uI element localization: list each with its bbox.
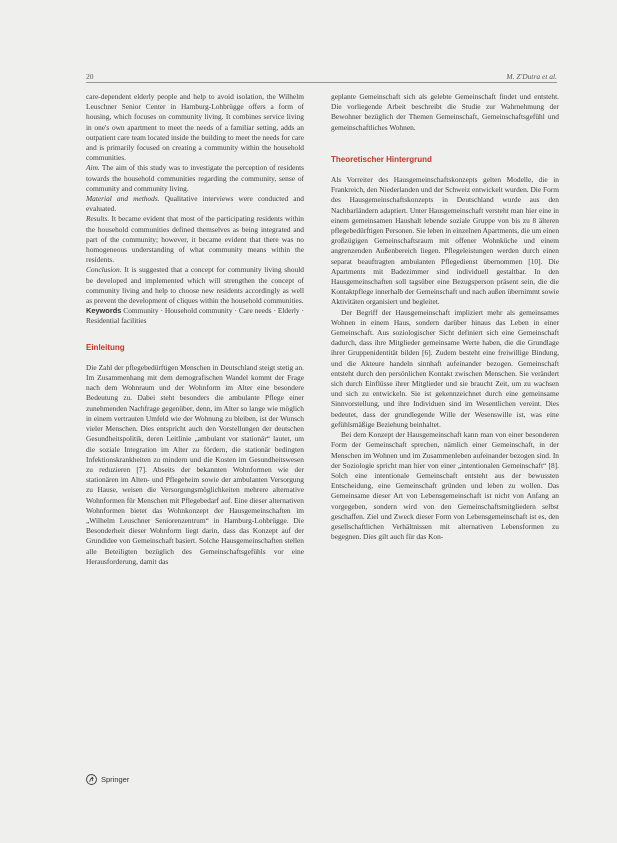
running-head-authors: M. Z'Dutra et al.	[506, 72, 557, 81]
einleitung-body: Die Zahl der pflegebedürftigen Menschen in Deutschland steigt stetig an. Im Zusammenhang mit dem demografischen Wandel kommt der Frage nach dem Wohnraum und der Wohnform im Alter eine besondere Bedeutung zu. Dabei steht besonders die ambulante Pflege einer zunehmenden Nachfrage gegenüber, denn, im Alter so lange wie möglich in einem vertrauten Umfeld wie der Wohnung zu bleiben, ist der Wunsch vieler Menschen. Dies entspricht auch den Vorstellungen der deutschen Gesundheitspolitik, deren Leitlinie „ambulant vor stationär“ lautet, um die soziale Integration im Alter zu fördern, die stationär bedingten Infektionskrankheiten zu mindern und die Kosten im Gesundheitswesen zu reduzieren [7]. Abseits der bekannten Wohnformen wie der stationären im Alten- und Pflegeheim sowie der ambulanten Versorgung zu Hause, weisen die Versorgungsmöglichkeiten mehrere alternative Wohnformen für Menschen mit Pflegebedarf auf. Eine dieser alternativen Wohnformen bietet das Wohnkonzept der Hausgemeinschaften im „Wilhelm Leuschner Seniorenzentrum“ in Hamburg-Lohbrügge. Die Besonderheit dieser Wohnform liegt darin, dass das Konzept auf der Grundidee von Gemeinschaft basiert. Solche Hausgemeinschaften stellen alle Beteiligten bezüglich des Gemeinschaftsgefühls vor eine Herausforderung, damit das	[86, 362, 304, 566]
hintergrund-paragraph: Der Begriff der Hausgemeinschaft impliziert mehr als gemeinsames Wohnen in einem Haus, sondern darüber hinaus das Leben in einer Gemeinschaft. Aus soziologischer Sicht definiert sich eine Gemeinschaft dadurch, dass ihre Mitglieder gemeinsame Werte haben, die die Grundlage ihrer Gruppenidentität bilden [6]. Zudem besteht eine freiwillige Bindung, und die Akteure handeln sinnhaft aufeinander bezogen. Gemeinschaft entsteht durch den persönlichen Kontakt zwischen Menschen. Sie verändert sich durch Einflüsse ihrer Mitglieder und sie braucht Zeit, um zu wachsen und sich zu entwickeln. Sie ist gekennzeichnet durch eine gemeinsame Sinnvorstellung, und ihre Individuen sind im Wesentlichen vereint. Dies bedeutet, dass der grundlegende Wille der Wesenswille ist, was eine gefühlsmäßige Beziehung beinhaltet.	[331, 307, 559, 429]
springer-horse-icon	[86, 774, 97, 785]
hintergrund-paragraph: Als Vorreiter des Hausgemeinschaftskonzepts gelten Modelle, die in Frankreich, den Niederlanden und der Schweiz entwickelt wurden. Die Form des Hausgemeinschaftskonzepts in Deutschland wurde aus den Nachbarländern adaptiert. Unter Hausgemeinschaft versteht man hier eine in einem gemeinsamen Haushalt lebende soziale Gruppe von bis zu 8 älteren pflegebedürftigen Personen. Sie leben in einzelnen Apartments, die um einen großzügigen Gemeinschaftsraum mit offener Wohnküche und einem angrenzenden Außenbereich liegen. Pflegeleistungen werden durch einen separat beauftragten ambulanten Pflegedienst übernommen [10]. Die Apartments mit Badezimmer sind individuell gestaltbar. In den Hausgemeinschaften soll tagsüber eine Bezugsperson präsent sein, die die Kontaktpflege innerhalb der Gemeinschaft und nach außen übernimmt sowie Aktivitäten organisiert und begleitet.	[331, 175, 560, 307]
publisher-footer	[86, 774, 129, 785]
section-heading-hintergrund: Theoretischer Hintergrund	[331, 154, 432, 164]
right-intro: geplante Gemeinschaft sich als gelebte Gemeinschaft findet und entsteht. Die vorliegende Arbeit beschreibt die Studie zur Wahrnehmung der Bewohner bezüglich der Themen Gemeinschaft, Gemeinschaftsgefühl und gemeinschaftliches Wohnen.	[331, 92, 559, 132]
header-rule	[86, 82, 557, 83]
publisher-name: Springer	[101, 775, 130, 784]
hintergrund-paragraph: Bei dem Konzept der Hausgemeinschaft kann man von einer besonderen Form der Gemeinschaft sprechen, nämlich einer Gemeinschaft, in der Menschen im Wohnen und im Zusammenleben aufeinander bezogen sind. In der Soziologie spricht man hier von einer „intentionalen Gemeinschaft“ [8]. Solch eine intentionale Gemeinschaft entsteht aus der bewussten Entscheidung, eine Gemeinschaft gründen und leben zu wollen. Das Gemeinsame dieser Art von Lebensgemeinschaft ist nicht von Anfang an vorgegeben, sondern wird von den Gemeinschaftsmitgliedern selbst geschaffen. Ziel und Zweck dieser Form von Lebensgemeinschaft ist es, den gesellschaftlichen Verhältnissen mit alternativen Lebensformen zu begegnen. Dies gilt auch für das Kon-	[331, 430, 559, 542]
abstract-methods: Material and methods. Qualitative interviews were conducted and evaluated.	[86, 194, 304, 214]
page-number: 20	[86, 72, 94, 81]
left-column	[86, 92, 304, 567]
abstract-aim: Aim. The aim of this study was to investigate the perception of residents towards the household communities regarding the community, sense of community and community living.	[86, 163, 304, 193]
abstract-results: Results. It became evident that most of the participating residents within the household communities defined themselves as being integrated and part of the community; however, it became evident that there was no homogeneous understanding of what community means within the residents.	[86, 214, 304, 265]
abstract-conclusion: Conclusion. It is suggested that a concept for community living should be developed and implemented which will strengthen the concept of community living and help to choose new residents accordingly as well as prevent the development of cliques within the household communities.	[86, 265, 304, 306]
right-column	[331, 92, 559, 542]
keywords: Keywords Community · Household community · Care needs · Elderly · Residential facilities	[86, 306, 304, 326]
abstract-paragraph: care-dependent elderly people and help to avoid isolation, the Wilhelm Leuschner Senior Center in Hamburg-Lohbrügge offers a form of housing, which focuses on community living. It combines service living in one's own apartment to meet the needs of a familiar setting, adds an outpatient care team located inside the building to meet the needs for care and is primarily focused on creating a community within the household communities.	[86, 92, 304, 163]
section-heading-einleitung: Einleitung	[86, 342, 125, 352]
